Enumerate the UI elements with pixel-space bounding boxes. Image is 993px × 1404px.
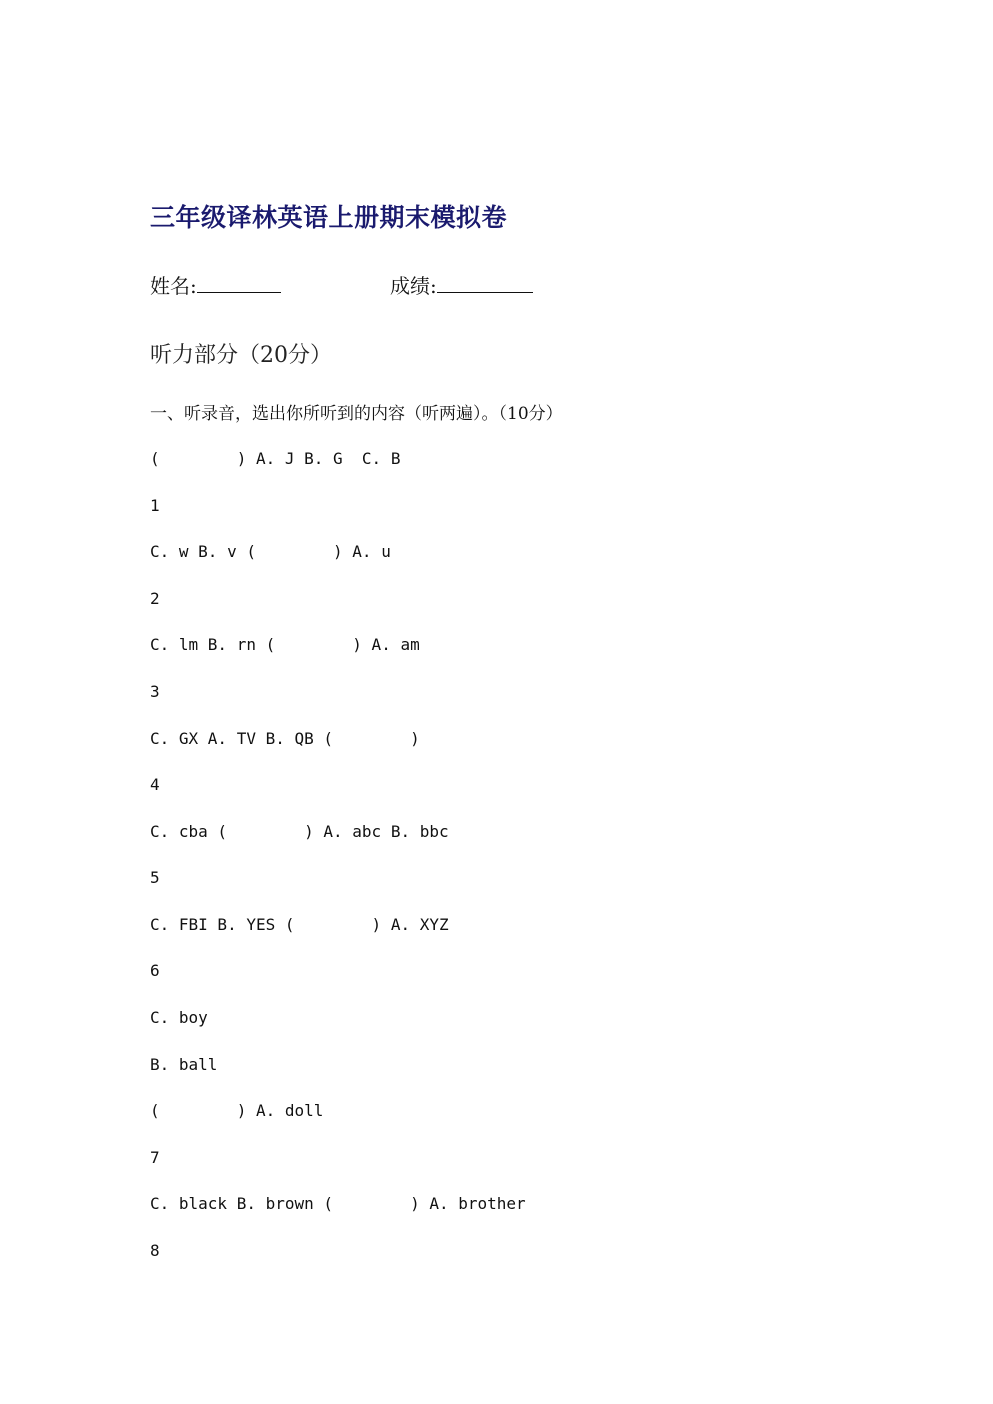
- question-line: C. GX A. TV B. QB ( ): [150, 729, 420, 748]
- question-line: C. cba ( ) A. abc B. bbc: [150, 822, 449, 841]
- question-number: 1: [150, 496, 160, 515]
- question-number: 3: [150, 682, 160, 701]
- name-blank: [197, 274, 281, 293]
- question-line: C. FBI B. YES ( ) A. XYZ: [150, 915, 449, 934]
- question-line: ( ) A. doll: [150, 1101, 324, 1120]
- question-instruction: 一、听录音，选出你所听到的内容（听两遍）。（10分）: [150, 404, 563, 424]
- question-number: 5: [150, 868, 160, 887]
- question-line: B. ball: [150, 1055, 218, 1074]
- section-heading: 听力部分（20分）: [150, 343, 332, 368]
- score-label: 成绩:: [390, 274, 437, 298]
- page-title: 三年级译林英语上册期末模拟卷: [150, 203, 508, 232]
- question-number: 8: [150, 1241, 160, 1260]
- question-line: C. black B. brown ( ) A. brother: [150, 1194, 526, 1213]
- question-line: ( ) A. J B. G C. B: [150, 449, 401, 468]
- question-line: C. lm B. rn ( ) A. am: [150, 635, 420, 654]
- student-info-row: [150, 270, 850, 302]
- question-number: 2: [150, 589, 160, 608]
- question-line: C. boy: [150, 1008, 208, 1027]
- score-blank: [437, 274, 533, 293]
- score-field: [390, 270, 533, 299]
- name-label: 姓名:: [150, 274, 197, 298]
- question-number: 7: [150, 1148, 160, 1167]
- question-number: 6: [150, 961, 160, 980]
- name-field: [150, 270, 281, 299]
- question-line: C. w B. v ( ) A. u: [150, 542, 391, 561]
- question-number: 4: [150, 775, 160, 794]
